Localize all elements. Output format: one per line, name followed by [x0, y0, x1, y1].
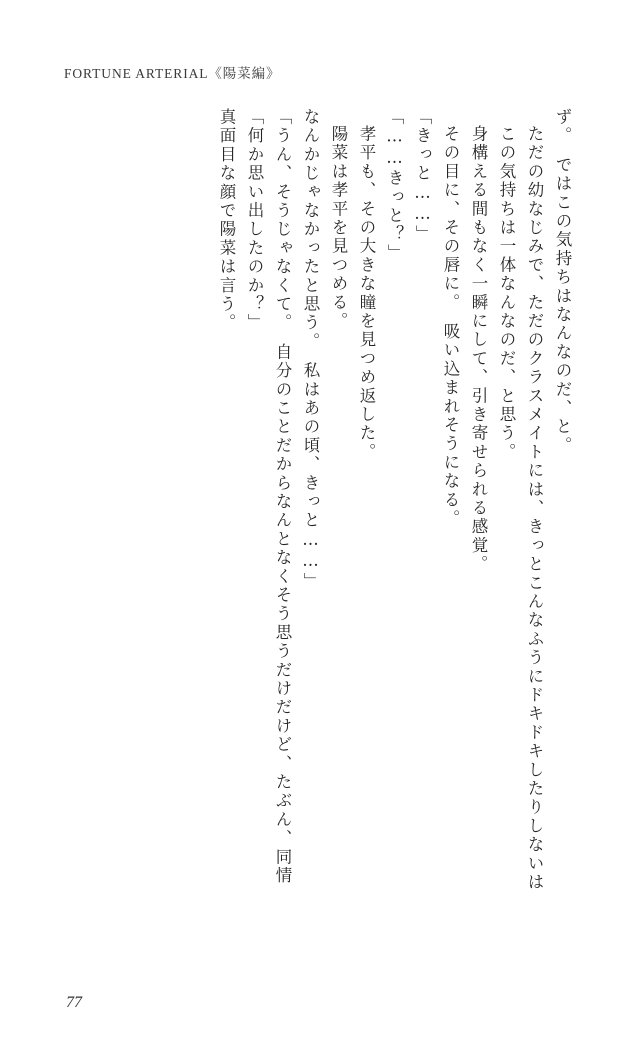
text-column: その目に、その唇に。 吸い込まれそうになる。	[441, 125, 460, 529]
text-column: 「何か思い出したのか？」	[245, 108, 264, 333]
text-column: 真面目な顔で陽菜は言う。	[217, 108, 236, 333]
text-column: 「……きっと？」	[385, 108, 404, 263]
running-header: FORTUNE ARTERIAL《陽菜編》	[64, 66, 281, 81]
text-column: この気持ちは一体なんなのだ、と思う。	[497, 125, 516, 462]
text-column: 身構える間もなく一瞬にして、引き寄せられる感覚。	[469, 125, 488, 574]
text-column: 「きっと……」	[413, 108, 432, 244]
text-column: ただの幼なじみで、ただのクラスメイトには、きっとこんなふうにドキドキしたりしないは	[525, 125, 544, 892]
text-column: ず。 ではこの気持ちはなんなのだ、と。	[553, 108, 572, 456]
text-column: なんかじゃなかったと思う。 私はあの頃、きっと……」	[301, 108, 320, 591]
page-number: 77	[66, 994, 82, 1011]
text-column: 孝平も、その大きな瞳を見つめ返した。	[357, 125, 376, 462]
vertical-text-body	[218, 108, 571, 963]
text-column: 「うん、そうじゃなくて。 自分のことだからなんとなくそう思うだけだけど、たぶん、同情	[273, 108, 292, 886]
text-column: 陽菜は孝平を見つめる。	[329, 125, 348, 331]
